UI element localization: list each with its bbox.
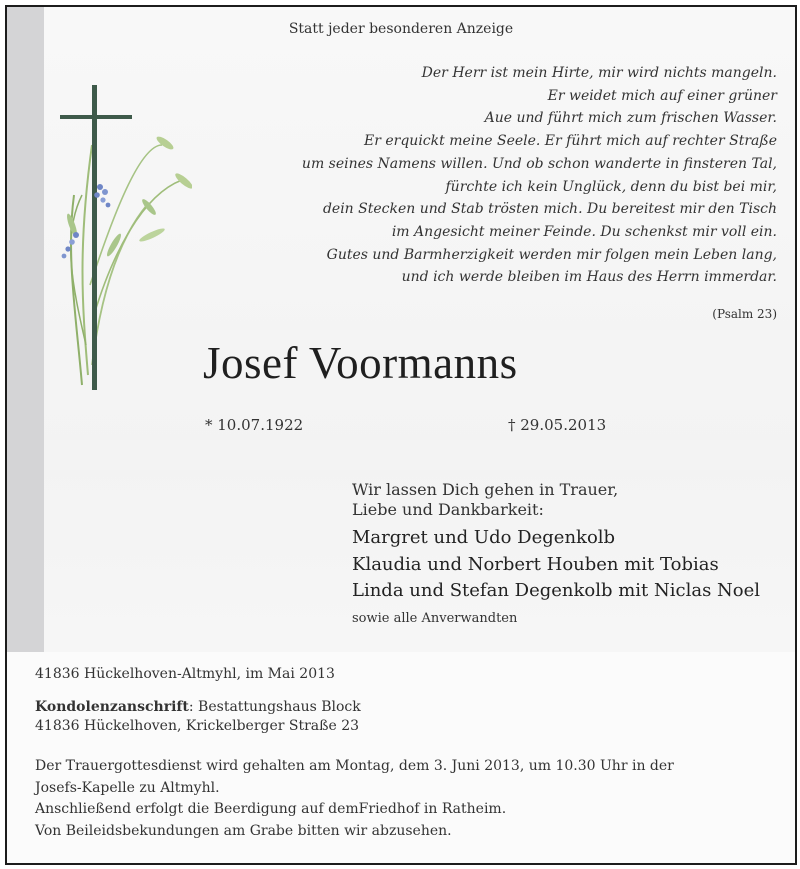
death-date: † 29.05.2013 [508, 416, 607, 434]
condolence-label: Kondolenzanschrift [35, 699, 189, 715]
funeral-service-info [35, 756, 674, 842]
condolence-line [35, 698, 361, 717]
psalm-line: Aue und führt mich zum frischen Wasser. [484, 110, 777, 127]
service-line: Von Beileidsbekundungen am Grabe bitten wir abzusehen. [35, 822, 452, 839]
condolence-recipient: : Bestattungshaus Block [188, 699, 361, 715]
psalm-reference: (Psalm 23) [712, 307, 777, 321]
psalm-line: Er weidet mich auf einer grüner [547, 87, 777, 104]
mourner-list [352, 525, 760, 605]
notice-header: Statt jeder besonderen Anzeige [288, 21, 514, 37]
condolence-street: 41836 Hückelhoven, Krickelberger Straße 23 [35, 718, 360, 734]
deceased-name: Josef Voormanns [203, 338, 518, 388]
psalm-line: dein Stecken und Stab trösten mich. Du bereitest mir den Tisch [322, 201, 777, 218]
psalm-line: Der Herr ist mein Hirte, mir wird nichts mangeln. [421, 65, 777, 81]
psalm-line: im Angesicht meiner Feinde. Du schenkst mir voll ein. [391, 223, 777, 240]
mourner-family: Klaudia und Norbert Houben mit Tobias [352, 553, 719, 575]
psalm-line: fürchte ich kein Unglück, denn du bist bei mir, [445, 178, 777, 195]
mourning-intro [352, 480, 618, 520]
mourner-family: Linda und Stefan Degenkolb mit Niclas Noel [352, 580, 761, 601]
service-line: Der Trauergottesdienst wird gehalten am Montag, dem 3. Juni 2013, um 10.30 Uhr in der [35, 758, 674, 774]
relatives-line: sowie alle Anverwandten [352, 611, 518, 626]
obituary-frame [5, 5, 797, 865]
psalm-line: Gutes und Barmherzigkeit werden mir folgen mein Leben lang, [326, 246, 777, 263]
service-line: Josefs-Kapelle zu Altmyhl. [35, 779, 220, 796]
psalm-line: und ich werde bleiben im Haus des Herrn immerdar. [401, 269, 777, 286]
mourner-family: Margret und Udo Degenkolb [352, 527, 616, 548]
psalm-line: um seines Namens willen. Und ob schon wanderte in finsteren Tal, [301, 155, 777, 172]
condolence-address [35, 698, 361, 736]
place-and-date: 41836 Hückelhoven-Altmyhl, im Mai 2013 [35, 666, 335, 682]
mourning-intro-line: Liebe und Dankbarkeit: [352, 500, 544, 519]
psalm-text [302, 62, 777, 289]
birth-date: * 10.07.1922 [205, 416, 304, 434]
cross-with-grass-icon [52, 85, 192, 395]
mourning-intro-line: Wir lassen Dich gehen in Trauer, [352, 480, 619, 499]
psalm-line: Er erquickt meine Seele. Er führt mich auf rechter Straße [364, 133, 777, 150]
service-line: Anschließend erfolgt die Beerdigung auf demFriedhof in Ratheim. [35, 801, 507, 817]
decorative-side-band [7, 7, 44, 652]
